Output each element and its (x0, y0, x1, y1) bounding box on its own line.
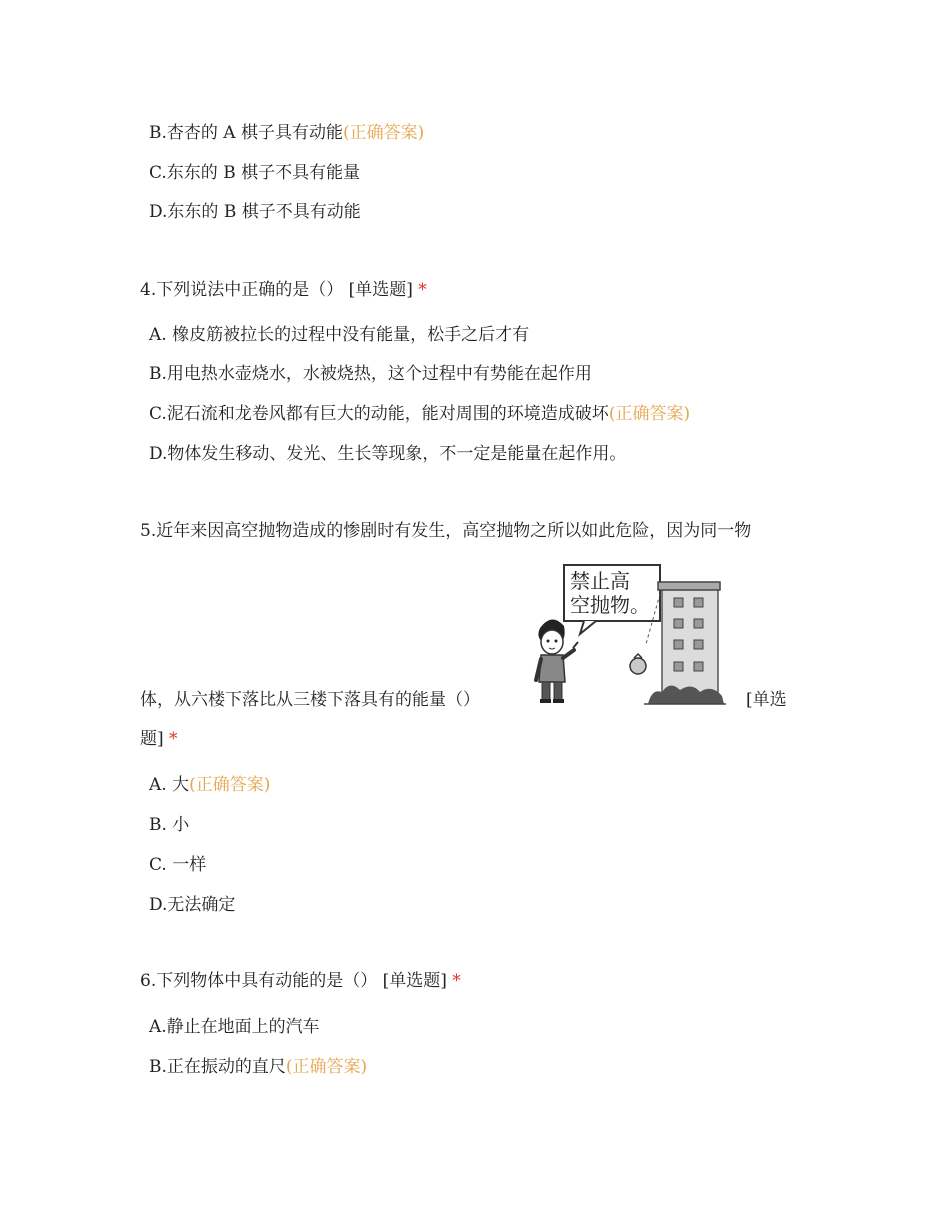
option-text: C. 一样 (149, 855, 207, 875)
sign-text-line1: 禁止高 (570, 569, 630, 593)
question-text: 4.下列说法中正确的是（） [单选题] (140, 280, 413, 300)
q5-option-a[interactable] (149, 773, 270, 797)
option-text: A. 大 (149, 775, 190, 795)
q5-title-line2 (140, 688, 480, 712)
q6-title (140, 969, 461, 993)
q5-option-b[interactable] (149, 813, 189, 837)
question-text: 6.下列物体中具有动能的是（） [单选题] (140, 971, 447, 991)
option-text: A. 橡皮筋被拉长的过程中没有能量，松手之后才有 (149, 325, 530, 345)
correct-answer-label: (正确答案) (342, 123, 425, 143)
option-text: B.用电热水壶烧水，水被烧热，这个过程中有势能在起作用 (149, 364, 592, 384)
required-mark: * (418, 280, 427, 300)
q4-option-d[interactable] (149, 442, 626, 466)
q3-option-b[interactable] (149, 121, 424, 145)
option-text: B. 小 (149, 815, 190, 835)
option-text: C.泥石流和龙卷风都有巨大的动能，能对周围的环境造成破坏 (149, 404, 609, 424)
option-text: A.静止在地面上的汽车 (149, 1017, 320, 1037)
correct-answer-label: (正确答案) (608, 404, 691, 424)
option-text: C.东东的 B 棋子不具有能量 (149, 163, 361, 183)
q3-option-d[interactable] (149, 200, 361, 224)
question-text: 5.近年来因高空抛物造成的惨剧时有发生，高空抛物之所以如此危险，因为同一物 (140, 521, 752, 541)
option-text: D.无法确定 (149, 895, 236, 915)
correct-answer-label: (正确答案) (285, 1057, 368, 1077)
falling-bag (630, 658, 646, 674)
correct-answer-label: (正确答案) (189, 775, 271, 795)
q3-option-c[interactable] (149, 161, 360, 185)
q5-title-line1 (140, 519, 751, 543)
boy-figure (536, 619, 578, 703)
q4-option-a[interactable] (149, 323, 529, 347)
sign-text-line2: 空抛物。 (570, 593, 650, 617)
option-text: B.正在振动的直尺 (149, 1057, 286, 1077)
q5-option-d[interactable] (149, 893, 235, 917)
q4-option-c[interactable] (149, 402, 690, 426)
q4-option-b[interactable] (149, 362, 592, 386)
option-text: D.东东的 B 棋子不具有动能 (149, 202, 361, 222)
option-text: B.杏杏的 A 棋子具有动能 (149, 123, 343, 143)
q5-option-c[interactable] (149, 853, 206, 877)
q5-type-tag-cont: 题] * (140, 729, 178, 749)
q5-type-tag: [单选 (746, 690, 787, 710)
option-text: D.物体发生移动、发光、生长等现象，不一定是能量在起作用。 (149, 444, 627, 464)
q4-title (140, 278, 427, 302)
no-littering-illustration (528, 562, 728, 708)
building (662, 584, 718, 700)
required-mark: * (169, 729, 178, 749)
q6-option-b[interactable] (149, 1055, 367, 1079)
question-text: 体，从六楼下落比从三楼下落具有的能量（） (140, 690, 480, 710)
q6-option-a[interactable] (149, 1015, 320, 1039)
required-mark: * (452, 971, 461, 991)
